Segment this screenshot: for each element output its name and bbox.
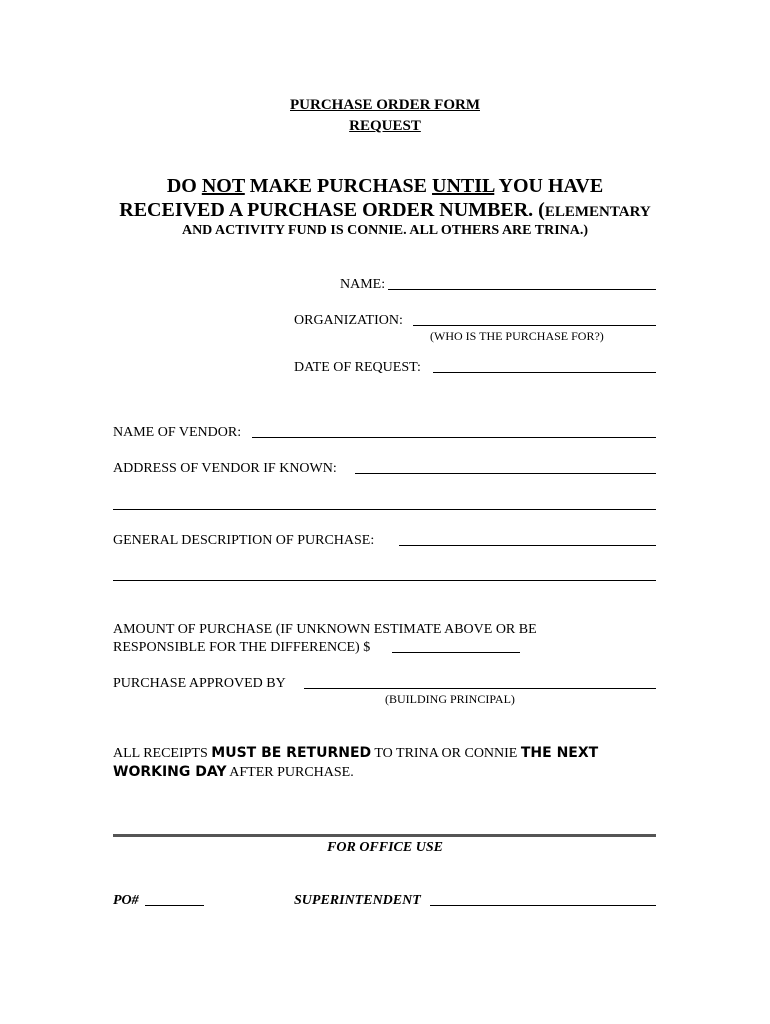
name-label: NAME:	[340, 277, 386, 292]
form-title: PURCHASE ORDER FORM	[290, 97, 480, 113]
organization-label: ORGANIZATION:	[294, 313, 403, 328]
approved-label: PURCHASE APPROVED BY	[113, 676, 286, 691]
office-divider	[113, 834, 656, 837]
receipts-line-2: WORKING DAY AFTER PURCHASE.	[113, 764, 354, 780]
warning-line-2: RECEIVED A PURCHASE ORDER NUMBER. (ELEMENTARY	[119, 199, 651, 221]
name-field[interactable]	[388, 276, 656, 290]
date-field[interactable]	[433, 359, 656, 373]
vendor-address-line-2[interactable]	[113, 496, 656, 510]
amount-label-line-1: AMOUNT OF PURCHASE (IF UNKNOWN ESTIMATE ABOVE OR BE	[113, 622, 537, 637]
description-line-2[interactable]	[113, 567, 656, 581]
approved-field[interactable]	[304, 675, 656, 689]
description-label: GENERAL DESCRIPTION OF PURCHASE:	[113, 533, 375, 548]
approved-note: (BUILDING PRINCIPAL)	[385, 692, 515, 706]
amount-label-line-2: RESPONSIBLE FOR THE DIFFERENCE) $	[113, 640, 371, 655]
vendor-address-label: ADDRESS OF VENDOR IF KNOWN:	[113, 461, 337, 476]
description-field[interactable]	[399, 532, 656, 546]
warning-line-3: AND ACTIVITY FUND IS CONNIE. ALL OTHERS ARE TRINA.)	[181, 223, 589, 238]
amount-field[interactable]	[392, 639, 520, 653]
warning-not: NOT	[201, 175, 245, 197]
po-field[interactable]	[145, 892, 204, 906]
warning-until: UNTIL	[432, 175, 495, 197]
warning-line-1: DO NOT MAKE PURCHASE UNTIL YOU HAVE	[166, 175, 604, 197]
receipts-line-1: ALL RECEIPTS MUST BE RETURNED TO TRINA OR CONNIE THE NEXT	[113, 745, 599, 761]
office-heading: FOR OFFICE USE	[327, 840, 443, 855]
superintendent-label: SUPERINTENDENT	[294, 893, 421, 908]
vendor-address-field[interactable]	[355, 460, 656, 474]
vendor-name-label: NAME OF VENDOR:	[113, 425, 242, 440]
po-label: PO#	[113, 893, 139, 908]
vendor-name-field[interactable]	[252, 424, 656, 438]
organization-field[interactable]	[413, 312, 656, 326]
superintendent-field[interactable]	[430, 892, 656, 906]
organization-note: (WHO IS THE PURCHASE FOR?)	[430, 329, 604, 343]
date-label: DATE OF REQUEST:	[294, 360, 421, 375]
form-subtitle: REQUEST	[349, 118, 421, 134]
